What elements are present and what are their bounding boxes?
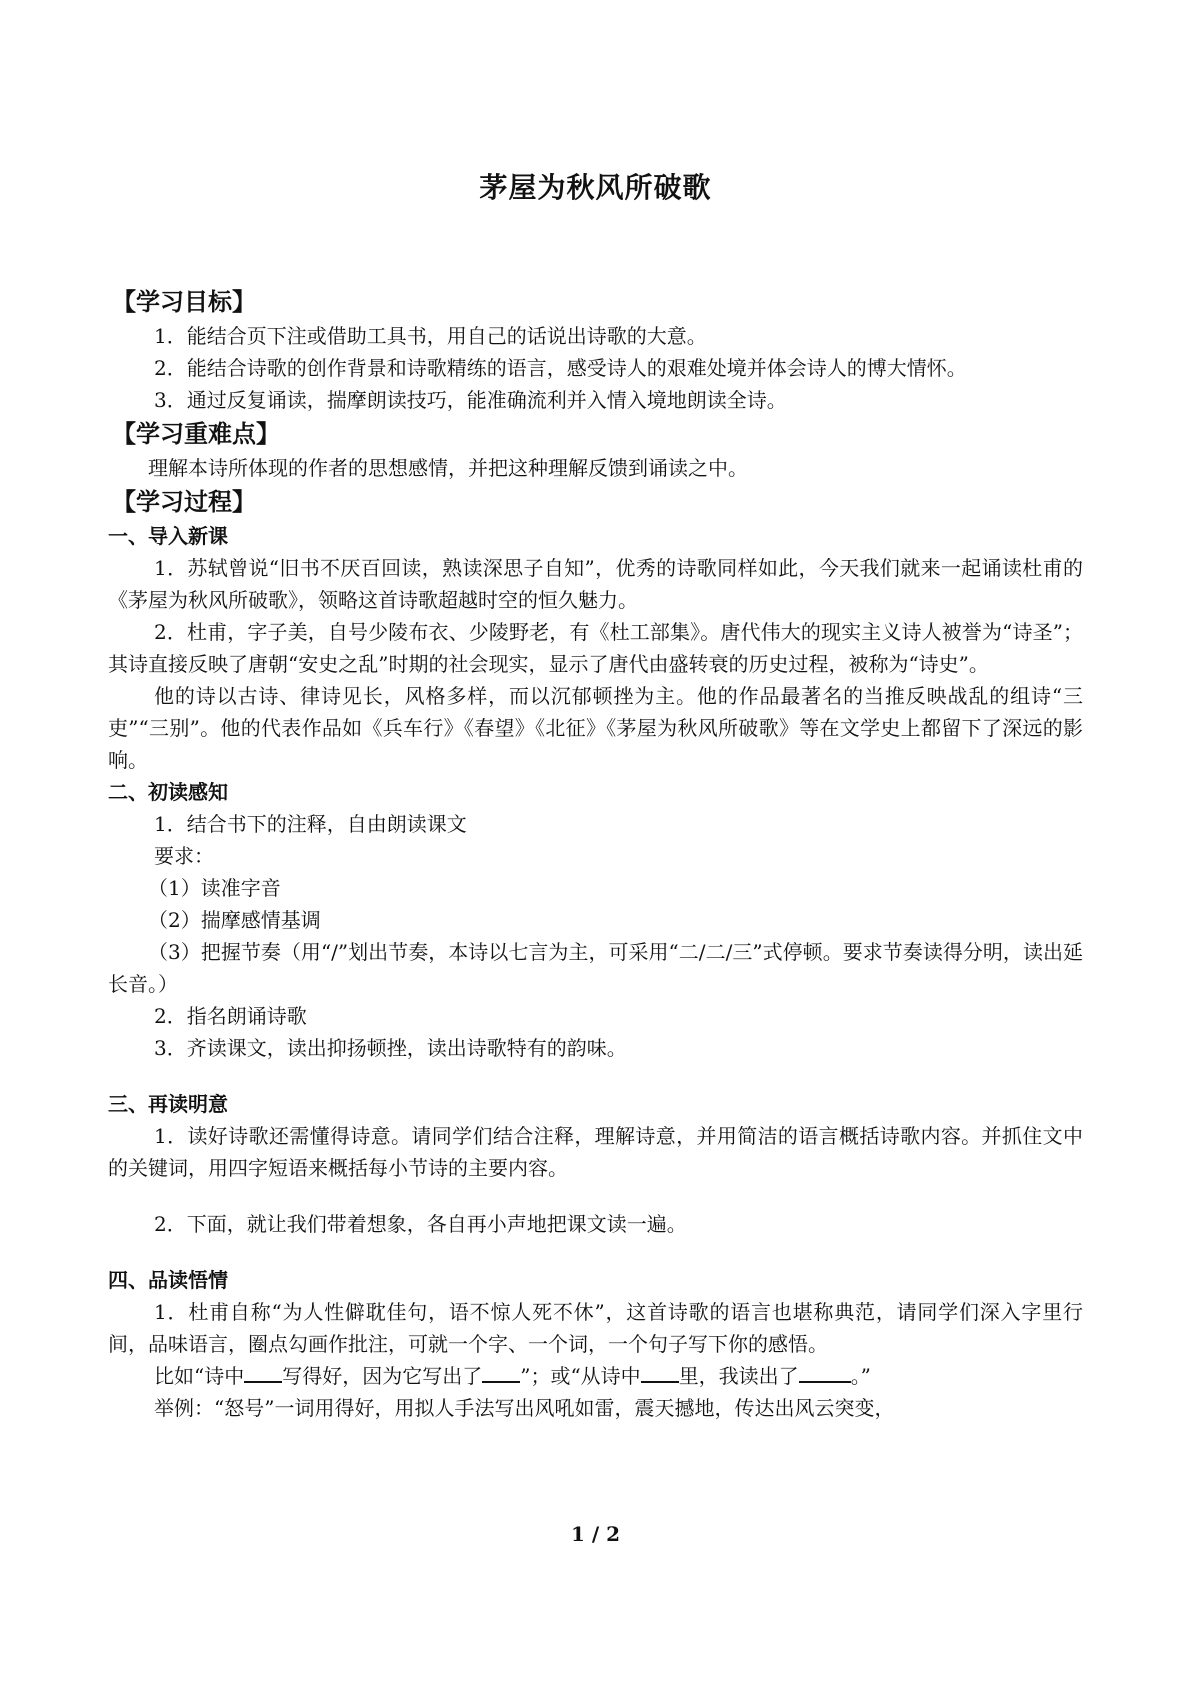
blank-line: [482, 1361, 520, 1383]
appreciate-item: 1．杜甫自称“为人性僻耽佳句，语不惊人死不休”，这首诗歌的语言也堪称典范，请同学们深入字里行间，品味语言，圈点勾画作批注，可就一个字、一个词，一个句子写下你的感悟。: [108, 1300, 1083, 1356]
reread-item: 2．下面，就让我们带着想象，各自再小声地把课文读一遍。: [154, 1212, 687, 1236]
reread-item: 1．读好诗歌还需懂得诗意。请同学们结合注释，理解诗意，并用简洁的语言概括诗歌内容。并抓住文中的关键词，用四字短语来概括每小节诗的主要内容。: [108, 1124, 1083, 1180]
goal-item: 1．能结合页下注或借助工具书，用自己的话说出诗歌的大意。: [154, 324, 707, 348]
key-points-heading: 【学习重难点】: [112, 420, 280, 448]
requirement-item: （3）把握节奏（用“/”划出节奏，本诗以七言为主，可采用“二/二/三”式停顿。要求节奏读得分明，读出延长音。）: [108, 940, 1083, 996]
frame-text: ”；或“从诗中: [520, 1364, 641, 1388]
first-read-item: 2．指名朗诵诗歌: [154, 1004, 307, 1028]
goals-heading: 【学习目标】: [112, 288, 256, 316]
intro-paragraph: 2．杜甫，字子美，自号少陵布衣、少陵野老，有《杜工部集》。唐代伟大的现实主义诗人被誉为“诗圣”；其诗直接反映了唐朝“安史之乱”时期的社会现实，显示了唐代由盛转衰的历史过程，被称为“诗史”。: [108, 620, 1083, 676]
intro-paragraph: 1．苏轼曾说“旧书不厌百回读，熟读深思子自知”，优秀的诗歌同样如此，今天我们就来一起诵读杜甫的《茅屋为秋风所破歌》，领略这首诗歌超越时空的恒久魅力。: [108, 556, 1083, 612]
requirements-label: 要求：: [154, 844, 214, 868]
example-text: 举例：“怒号”一词用得好，用拟人手法写出风吼如雷，震天撼地，传达出风云突变，: [154, 1396, 895, 1420]
key-points-text: 理解本诗所体现的作者的思想感情，并把这种理解反馈到诵读之中。: [148, 456, 748, 480]
frame-text: 里，我读出了: [678, 1364, 799, 1388]
page-title: 茅屋为秋风所破歌: [479, 171, 712, 204]
first-read-item: 1．结合书下的注释，自由朗读课文: [154, 812, 467, 836]
frame-text: 比如“诗中: [154, 1364, 245, 1388]
blank-line: [244, 1361, 282, 1383]
intro-heading: 一、导入新课: [108, 524, 228, 548]
reread-heading: 三、再读明意: [108, 1092, 228, 1116]
frame-text: 写得好，因为它写出了: [282, 1364, 483, 1388]
blank-line: [799, 1361, 851, 1383]
requirement-item: （2）揣摩感情基调: [148, 908, 321, 932]
document-body: [108, 284, 1083, 1424]
frame-text: 。”: [850, 1364, 871, 1388]
first-read-item: 3．齐读课文，读出抑扬顿挫，读出诗歌特有的韵味。: [154, 1036, 627, 1060]
goal-item: 2．能结合诗歌的创作背景和诗歌精练的语言，感受诗人的艰难处境并体会诗人的博大情怀。: [154, 356, 967, 380]
first-read-heading: 二、初读感知: [108, 780, 228, 804]
goal-item: 3．通过反复诵读，揣摩朗读技巧，能准确流利并入情入境地朗读全诗。: [154, 388, 787, 412]
blank-line: [641, 1361, 679, 1383]
requirement-item: （1）读准字音: [148, 876, 281, 900]
process-heading: 【学习过程】: [112, 488, 256, 516]
sentence-frame: [108, 1360, 1083, 1392]
appreciate-heading: 四、品读悟情: [108, 1268, 228, 1292]
page-number: 1 / 2: [570, 1522, 621, 1546]
intro-paragraph: 他的诗以古诗、律诗见长，风格多样，而以沉郁顿挫为主。他的作品最著名的当推反映战乱的组诗“三吏”“三别”。他的代表作品如《兵车行》《春望》《北征》《茅屋为秋风所破歌》等在文学史上都留下了深远的影响。: [108, 684, 1083, 772]
